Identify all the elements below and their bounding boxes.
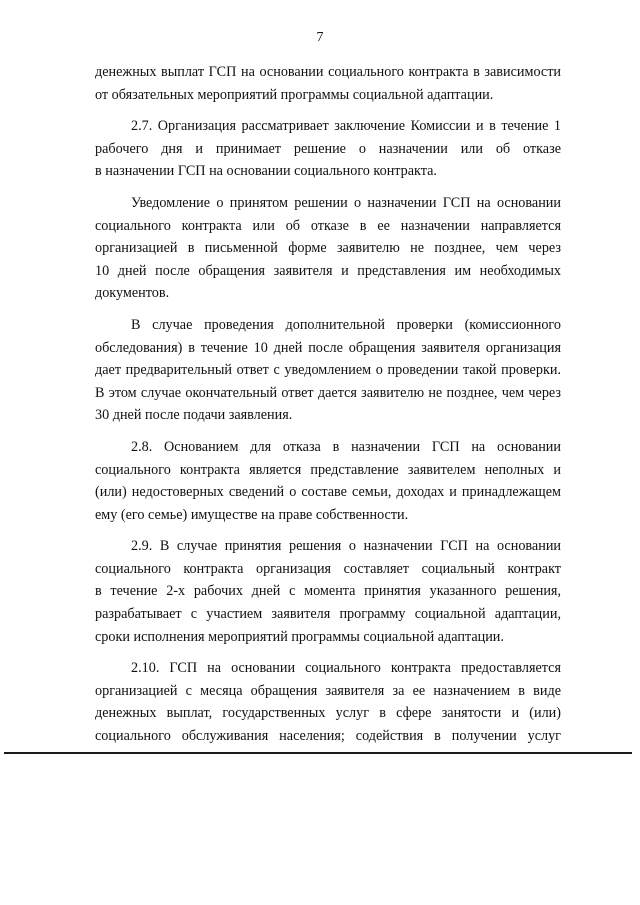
text-line: В этом случае окончательный ответ дается заявителю не позднее, чем через — [95, 384, 561, 401]
text-line: документов. — [95, 285, 170, 302]
text-line: ему (его семье) имуществе на праве собственности. — [95, 506, 409, 523]
text-line: организацией в письменной форме заявителю не позднее, чем через — [95, 240, 561, 257]
paragraph-additional-check — [95, 314, 561, 427]
paragraph-clause-2-9 — [95, 535, 561, 648]
text-line: социального контракта организация составляет социальный контракт — [95, 560, 561, 577]
text-line: 30 дней после подачи заявления. — [95, 407, 293, 424]
text-line: Уведомление о принятом решении о назначении ГСП на основании — [131, 194, 561, 211]
document-body — [95, 61, 561, 757]
text-line: 2.10. ГСП на основании социального контракта предоставляется — [131, 660, 561, 677]
text-line: 2.9. В случае принятия решения о назначении ГСП на основании — [131, 538, 561, 555]
text-line: денежных выплат ГСП на основании социального контракта в зависимости — [95, 64, 561, 80]
text-line: дает предварительный ответ с уведомлением о проведении такой проверки. — [95, 362, 561, 379]
text-line: социального обслуживания населения; содействия в получении услуг — [95, 728, 561, 745]
text-line: рабочего дня и принимает решение о назначении или об отказе — [95, 140, 561, 157]
text-line: 2.7. Организация рассматривает заключение Комиссии и в течение 1 — [131, 118, 561, 135]
page-number: 7 — [316, 30, 324, 45]
text-line: социального контракта или об отказе в ее назначении направляется — [95, 217, 561, 234]
paragraph-clause-2-10 — [95, 657, 561, 747]
text-line: обследования) в течение 10 дней после обращения заявителя организация — [95, 339, 561, 356]
text-line: В случае проведения дополнительной проверки (комиссионного — [131, 316, 561, 333]
paragraph-clause-2-8 — [95, 436, 561, 526]
paragraph-continuation — [95, 61, 561, 106]
page-bottom-divider — [4, 752, 632, 754]
text-line: в назначении ГСП на основании социального контракта. — [95, 163, 437, 180]
text-line: денежных выплат, государственных услуг в сфере занятости и (или) — [95, 705, 561, 722]
text-line: от обязательных мероприятий программы социальной адаптации. — [95, 86, 494, 103]
text-line: организацией с месяца обращения заявителя за ее назначением в виде — [95, 682, 561, 699]
text-line: в течение 2-х рабочих дней с момента принятия указанного решения, — [95, 583, 561, 600]
text-line: разрабатывает с участием заявителя программу социальной адаптации, — [95, 606, 561, 623]
paragraph-notification — [95, 192, 561, 305]
text-line: (или) недостоверных сведений о составе семьи, доходах и принадлежащем — [95, 484, 561, 501]
text-line: сроки исполнения мероприятий программы социальной адаптации. — [95, 628, 504, 645]
text-line: 2.8. Основанием для отказа в назначении ГСП на основании — [131, 438, 561, 455]
text-line: социального контракта является представление заявителем неполных и — [95, 461, 561, 478]
text-line: 10 дней после обращения заявителя и представления им необходимых — [95, 262, 561, 279]
paragraph-clause-2-7 — [95, 115, 561, 183]
